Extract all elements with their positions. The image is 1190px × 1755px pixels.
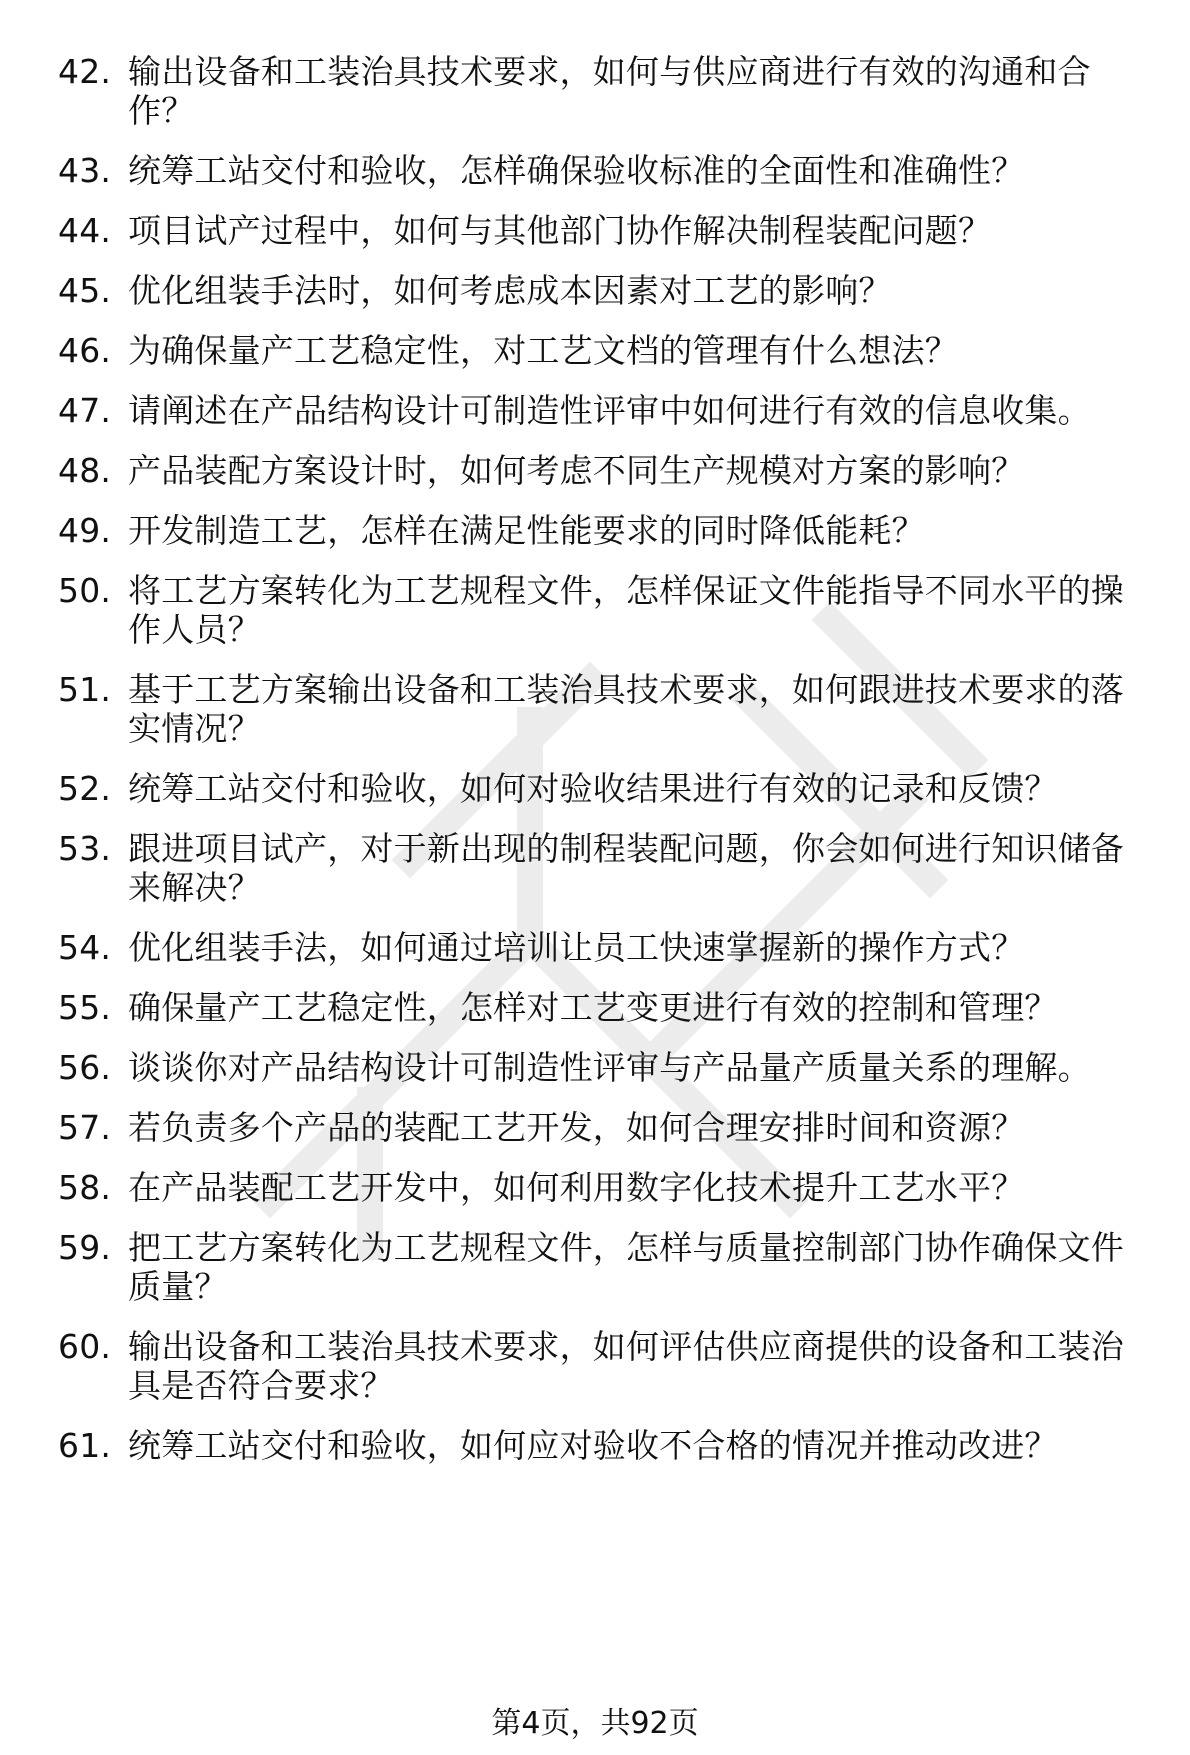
question-item-43 [0,151,1190,190]
question-item-58 [0,1168,1190,1207]
question-number: 58. [58,1168,112,1207]
question-text: 确保量产工艺稳定性，怎样对工艺变更进行有效的控制和管理？ [128,988,1058,1027]
question-text: 统筹工站交付和验收，怎样确保验收标准的全面性和准确性？ [128,151,1025,190]
question-item-56 [0,1048,1190,1087]
question-text: 将工艺方案转化为工艺规程文件，怎样保证文件能指导不同水平的操作人员？ [128,571,1124,649]
question-text: 统筹工站交付和验收，如何对验收结果进行有效的记录和反馈？ [128,769,1058,808]
question-item-42 [0,52,1190,130]
question-text: 在产品装配工艺开发中，如何利用数字化技术提升工艺水平？ [128,1168,1025,1207]
question-item-53 [0,829,1190,907]
question-number: 49. [58,511,112,550]
question-number: 53. [58,829,112,868]
question-text: 基于工艺方案输出设备和工装治具技术要求，如何跟进技术要求的落实情况？ [128,670,1124,748]
question-number: 61. [58,1426,112,1465]
question-number: 57. [58,1108,112,1147]
question-number: 55. [58,988,112,1027]
question-number: 54. [58,928,112,967]
question-item-50 [0,571,1190,649]
question-text: 产品装配方案设计时，如何考虑不同生产规模对方案的影响？ [128,451,1025,490]
question-item-51 [0,670,1190,748]
question-number: 44. [58,211,112,250]
question-item-60 [0,1327,1190,1405]
page-footer [0,1706,1190,1742]
question-item-49 [0,511,1190,550]
question-text: 谈谈你对产品结构设计可制造性评审与产品量产质量关系的理解。 [128,1048,1091,1087]
question-number: 42. [58,52,112,91]
question-number: 59. [58,1228,112,1267]
question-item-45 [0,271,1190,310]
question-text: 输出设备和工装治具技术要求，如何与供应商进行有效的沟通和合作？ [128,52,1091,130]
question-number: 45. [58,271,112,310]
question-number: 51. [58,670,112,709]
page-number-label: 第4页，共92页 [491,1706,699,1741]
question-item-55 [0,988,1190,1027]
question-item-52 [0,769,1190,808]
question-item-44 [0,211,1190,250]
question-text: 跟进项目试产，对于新出现的制程装配问题，你会如何进行知识储备来解决？ [128,829,1124,907]
question-number: 48. [58,451,112,490]
question-item-57 [0,1108,1190,1147]
question-item-54 [0,928,1190,967]
question-text: 优化组装手法时，如何考虑成本因素对工艺的影响？ [128,271,892,310]
question-number: 50. [58,571,112,610]
question-text: 把工艺方案转化为工艺规程文件，怎样与质量控制部门协作确保文件质量？ [128,1228,1124,1306]
question-item-59 [0,1228,1190,1306]
question-number: 52. [58,769,112,808]
question-text: 请阐述在产品结构设计可制造性评审中如何进行有效的信息收集。 [128,391,1091,430]
question-item-48 [0,451,1190,490]
question-item-47 [0,391,1190,430]
question-item-61 [0,1426,1190,1465]
question-text: 为确保量产工艺稳定性，对工艺文档的管理有什么想法？ [128,331,958,370]
question-number: 46. [58,331,112,370]
question-text: 统筹工站交付和验收，如何应对验收不合格的情况并推动改进？ [128,1426,1058,1465]
question-text: 若负责多个产品的装配工艺开发，如何合理安排时间和资源？ [128,1108,1025,1147]
question-number: 47. [58,391,112,430]
question-number: 43. [58,151,112,190]
question-text: 项目试产过程中，如何与其他部门协作解决制程装配问题？ [128,211,992,250]
question-list [0,52,1190,1486]
question-text: 开发制造工艺，怎样在满足性能要求的同时降低能耗？ [128,511,925,550]
question-number: 60. [58,1327,112,1366]
question-number: 56. [58,1048,112,1087]
question-text: 输出设备和工装治具技术要求，如何评估供应商提供的设备和工装治具是否符合要求？ [128,1327,1124,1405]
question-text: 优化组装手法，如何通过培训让员工快速掌握新的操作方式？ [128,928,1025,967]
question-item-46 [0,331,1190,370]
